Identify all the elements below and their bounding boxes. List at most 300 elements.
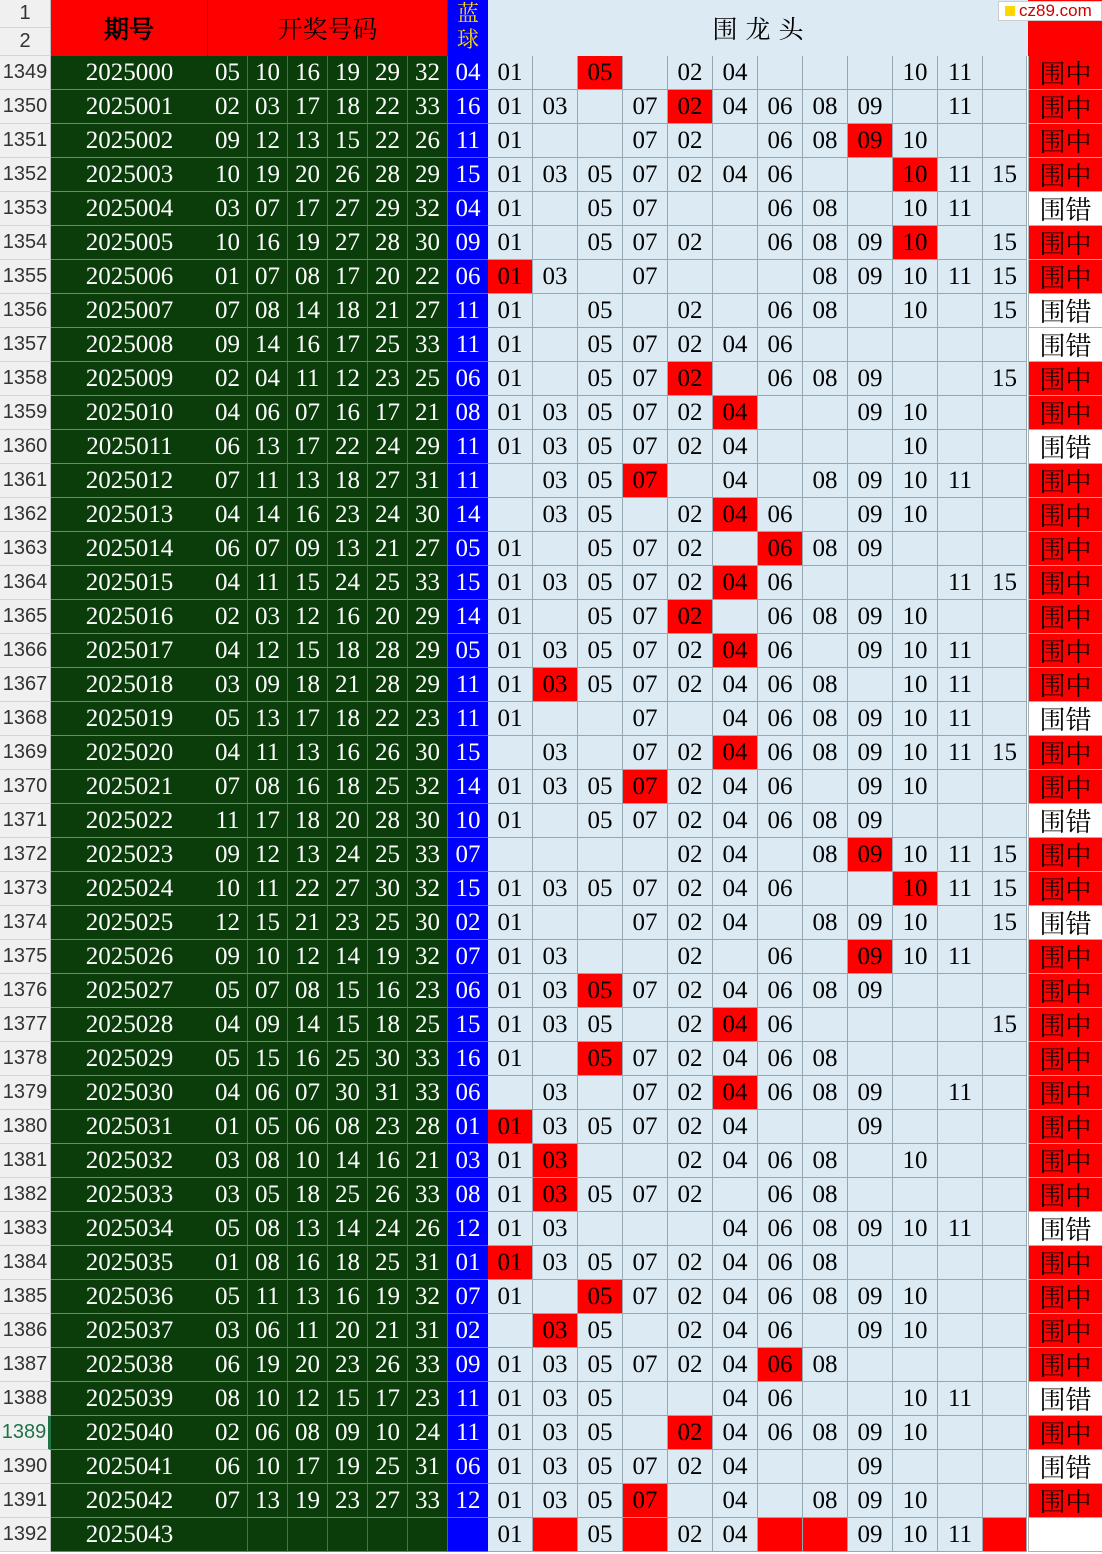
group-number-cell[interactable]: 04: [713, 328, 758, 362]
group-number-cell[interactable]: [983, 1416, 1027, 1450]
group-number-cell[interactable]: [893, 1348, 938, 1382]
period-cell[interactable]: 2025005: [51, 226, 208, 260]
red-ball-cell[interactable]: 10: [248, 1450, 288, 1484]
group-number-cell[interactable]: 10: [893, 1212, 938, 1246]
group-number-cell[interactable]: [983, 702, 1027, 736]
red-ball-cell[interactable]: 26: [408, 124, 448, 158]
group-number-cell[interactable]: 05: [578, 1314, 623, 1348]
red-ball-cell[interactable]: 24: [368, 498, 408, 532]
group-number-cell[interactable]: 07: [623, 804, 668, 838]
group-number-cell[interactable]: 09: [848, 600, 893, 634]
result-cell[interactable]: 围错: [1028, 328, 1102, 362]
red-ball-cell[interactable]: 12: [288, 1382, 328, 1416]
group-number-cell[interactable]: 05: [578, 1246, 623, 1280]
period-cell[interactable]: 2025041: [51, 1450, 208, 1484]
group-number-cell[interactable]: 01: [488, 1416, 533, 1450]
group-number-cell[interactable]: [848, 1042, 893, 1076]
red-ball-cell[interactable]: 30: [328, 1076, 368, 1110]
red-ball-cell[interactable]: 23: [328, 498, 368, 532]
group-number-cell[interactable]: 05: [578, 974, 623, 1008]
group-number-cell[interactable]: 02: [668, 532, 713, 566]
group-number-cell[interactable]: [983, 1178, 1027, 1212]
group-number-cell[interactable]: 07: [623, 328, 668, 362]
red-ball-cell[interactable]: 07: [208, 464, 248, 498]
red-ball-cell[interactable]: 33: [408, 328, 448, 362]
result-cell[interactable]: 围中: [1028, 158, 1102, 192]
red-ball-cell[interactable]: 05: [208, 1280, 248, 1314]
group-number-cell[interactable]: 10: [893, 668, 938, 702]
group-number-cell[interactable]: [533, 702, 578, 736]
group-number-cell[interactable]: 06: [758, 1178, 803, 1212]
group-number-cell[interactable]: [668, 464, 713, 498]
group-number-cell[interactable]: [983, 464, 1027, 498]
group-number-cell[interactable]: 10: [893, 260, 938, 294]
red-ball-cell[interactable]: 13: [248, 1484, 288, 1518]
group-number-cell[interactable]: 01: [488, 294, 533, 328]
group-number-cell[interactable]: [533, 1042, 578, 1076]
row-number[interactable]: 1359: [0, 396, 51, 430]
red-ball-cell[interactable]: 06: [208, 1348, 248, 1382]
red-ball-cell[interactable]: 06: [208, 1450, 248, 1484]
red-ball-cell[interactable]: 10: [208, 226, 248, 260]
red-ball-cell[interactable]: 19: [288, 226, 328, 260]
red-ball-cell[interactable]: 10: [368, 1416, 408, 1450]
group-number-cell[interactable]: 10: [893, 124, 938, 158]
group-number-cell[interactable]: 07: [623, 226, 668, 260]
red-ball-cell[interactable]: 28: [368, 158, 408, 192]
group-number-cell[interactable]: 05: [578, 294, 623, 328]
group-number-cell[interactable]: 03: [533, 1382, 578, 1416]
group-number-cell[interactable]: [983, 1518, 1027, 1552]
red-ball-cell[interactable]: 14: [248, 498, 288, 532]
result-cell[interactable]: 围错: [1028, 906, 1102, 940]
red-ball-cell[interactable]: 06: [248, 396, 288, 430]
period-cell[interactable]: 2025024: [51, 872, 208, 906]
group-number-cell[interactable]: 08: [803, 1246, 848, 1280]
red-ball-cell[interactable]: 06: [208, 532, 248, 566]
group-number-cell[interactable]: [623, 56, 668, 90]
period-cell[interactable]: 2025043: [51, 1518, 208, 1552]
blue-ball-cell[interactable]: 07: [448, 1280, 488, 1314]
group-number-cell[interactable]: 01: [488, 600, 533, 634]
group-number-cell[interactable]: [623, 1314, 668, 1348]
group-number-cell[interactable]: 06: [758, 532, 803, 566]
group-number-cell[interactable]: 04: [713, 736, 758, 770]
red-ball-cell[interactable]: 29: [368, 192, 408, 226]
group-number-cell[interactable]: [938, 770, 983, 804]
group-number-cell[interactable]: 02: [668, 1008, 713, 1042]
group-number-cell[interactable]: 03: [533, 1008, 578, 1042]
group-number-cell[interactable]: [893, 90, 938, 124]
group-number-cell[interactable]: 09: [848, 940, 893, 974]
row-number[interactable]: 1365: [0, 600, 51, 634]
red-ball-cell[interactable]: 11: [288, 1314, 328, 1348]
red-ball-cell[interactable]: 12: [248, 634, 288, 668]
row-number[interactable]: 1366: [0, 634, 51, 668]
group-number-cell[interactable]: 07: [623, 702, 668, 736]
group-number-cell[interactable]: 03: [533, 974, 578, 1008]
group-number-cell[interactable]: [983, 1246, 1027, 1280]
row-number[interactable]: 1374: [0, 906, 51, 940]
group-number-cell[interactable]: 15: [983, 226, 1027, 260]
row-number[interactable]: 1382: [0, 1178, 51, 1212]
group-number-cell[interactable]: 09: [848, 90, 893, 124]
group-number-cell[interactable]: [533, 906, 578, 940]
red-ball-cell[interactable]: 12: [288, 940, 328, 974]
group-number-cell[interactable]: [893, 362, 938, 396]
group-number-cell[interactable]: [533, 226, 578, 260]
red-ball-cell[interactable]: 23: [408, 974, 448, 1008]
red-ball-cell[interactable]: 27: [368, 464, 408, 498]
result-cell[interactable]: 围中: [1028, 1484, 1102, 1518]
group-number-cell[interactable]: 01: [488, 430, 533, 464]
row-number[interactable]: 1391: [0, 1484, 51, 1518]
red-ball-cell[interactable]: 09: [328, 1416, 368, 1450]
red-ball-cell[interactable]: 11: [248, 566, 288, 600]
result-cell[interactable]: 围中: [1028, 1008, 1102, 1042]
red-ball-cell[interactable]: 28: [408, 1110, 448, 1144]
row-number[interactable]: 1386: [0, 1314, 51, 1348]
period-cell[interactable]: 2025036: [51, 1280, 208, 1314]
red-ball-cell[interactable]: 27: [368, 1484, 408, 1518]
group-number-cell[interactable]: 09: [848, 1484, 893, 1518]
group-number-cell[interactable]: 10: [893, 1416, 938, 1450]
row-number[interactable]: 1371: [0, 804, 51, 838]
red-ball-cell[interactable]: 20: [328, 804, 368, 838]
group-number-cell[interactable]: 06: [758, 1144, 803, 1178]
group-number-cell[interactable]: 07: [623, 1076, 668, 1110]
red-ball-cell[interactable]: 23: [408, 702, 448, 736]
period-cell[interactable]: 2025028: [51, 1008, 208, 1042]
group-number-cell[interactable]: [938, 600, 983, 634]
result-cell[interactable]: 围中: [1028, 1144, 1102, 1178]
group-number-cell[interactable]: [533, 600, 578, 634]
red-ball-cell[interactable]: 08: [288, 1416, 328, 1450]
group-number-cell[interactable]: 03: [533, 1450, 578, 1484]
group-number-cell[interactable]: [983, 430, 1027, 464]
group-number-cell[interactable]: 07: [623, 192, 668, 226]
group-number-cell[interactable]: 10: [893, 1144, 938, 1178]
result-cell[interactable]: 围错: [1028, 294, 1102, 328]
group-number-cell[interactable]: 06: [758, 226, 803, 260]
group-number-cell[interactable]: [803, 498, 848, 532]
group-number-cell[interactable]: [848, 158, 893, 192]
red-ball-cell[interactable]: 22: [368, 90, 408, 124]
row-number[interactable]: 1361: [0, 464, 51, 498]
group-number-cell[interactable]: 03: [533, 1178, 578, 1212]
blue-ball-cell[interactable]: 08: [448, 396, 488, 430]
red-ball-cell[interactable]: 09: [208, 328, 248, 362]
group-number-cell[interactable]: 02: [668, 1076, 713, 1110]
period-cell[interactable]: 2025038: [51, 1348, 208, 1382]
group-number-cell[interactable]: 02: [668, 1348, 713, 1382]
group-number-cell[interactable]: [623, 1518, 668, 1552]
red-ball-cell[interactable]: 20: [288, 158, 328, 192]
red-ball-cell[interactable]: 33: [408, 566, 448, 600]
red-ball-cell[interactable]: 31: [408, 1246, 448, 1280]
group-number-cell[interactable]: [893, 1246, 938, 1280]
group-number-cell[interactable]: 10: [893, 1280, 938, 1314]
group-number-cell[interactable]: [758, 1110, 803, 1144]
group-number-cell[interactable]: 08: [803, 736, 848, 770]
group-number-cell[interactable]: 01: [488, 532, 533, 566]
result-cell[interactable]: 围中: [1028, 1314, 1102, 1348]
group-number-cell[interactable]: 05: [578, 192, 623, 226]
red-ball-cell[interactable]: 09: [208, 838, 248, 872]
group-number-cell[interactable]: [893, 1178, 938, 1212]
group-number-cell[interactable]: [938, 498, 983, 532]
group-number-cell[interactable]: 07: [623, 532, 668, 566]
group-number-cell[interactable]: 02: [668, 872, 713, 906]
group-number-cell[interactable]: 08: [803, 974, 848, 1008]
group-number-cell[interactable]: 06: [758, 328, 803, 362]
result-cell[interactable]: 围中: [1028, 974, 1102, 1008]
red-ball-cell[interactable]: 21: [408, 1144, 448, 1178]
red-ball-cell[interactable]: 13: [248, 430, 288, 464]
red-ball-cell[interactable]: 19: [248, 1348, 288, 1382]
group-number-cell[interactable]: 04: [713, 1348, 758, 1382]
red-ball-cell[interactable]: 08: [288, 974, 328, 1008]
group-number-cell[interactable]: 07: [623, 1246, 668, 1280]
row-number[interactable]: 1351: [0, 124, 51, 158]
period-cell[interactable]: 2025009: [51, 362, 208, 396]
group-number-cell[interactable]: 09: [848, 226, 893, 260]
red-ball-cell[interactable]: 19: [248, 158, 288, 192]
group-number-cell[interactable]: [983, 90, 1027, 124]
group-number-cell[interactable]: [803, 634, 848, 668]
row-number[interactable]: 1389: [0, 1416, 51, 1450]
group-number-cell[interactable]: 05: [578, 158, 623, 192]
red-ball-cell[interactable]: 25: [368, 906, 408, 940]
group-number-cell[interactable]: 02: [668, 1110, 713, 1144]
group-number-cell[interactable]: 01: [488, 226, 533, 260]
group-number-cell[interactable]: 11: [938, 940, 983, 974]
red-ball-cell[interactable]: 15: [248, 1042, 288, 1076]
blue-ball-cell[interactable]: 01: [448, 1246, 488, 1280]
red-ball-cell[interactable]: 12: [248, 838, 288, 872]
red-ball-cell[interactable]: 16: [328, 396, 368, 430]
group-number-cell[interactable]: 06: [758, 1042, 803, 1076]
group-number-cell[interactable]: 06: [758, 770, 803, 804]
group-number-cell[interactable]: 04: [713, 1076, 758, 1110]
group-number-cell[interactable]: 09: [848, 1280, 893, 1314]
group-number-cell[interactable]: 03: [533, 770, 578, 804]
red-ball-cell[interactable]: 01: [208, 260, 248, 294]
group-number-cell[interactable]: 04: [713, 90, 758, 124]
group-number-cell[interactable]: 05: [578, 804, 623, 838]
group-number-cell[interactable]: 09: [848, 124, 893, 158]
period-cell[interactable]: 2025014: [51, 532, 208, 566]
red-ball-cell[interactable]: 27: [328, 192, 368, 226]
group-number-cell[interactable]: 11: [938, 1382, 983, 1416]
group-number-cell[interactable]: 15: [983, 872, 1027, 906]
group-number-cell[interactable]: [488, 736, 533, 770]
group-number-cell[interactable]: 07: [623, 1042, 668, 1076]
group-number-cell[interactable]: [623, 1382, 668, 1416]
group-number-cell[interactable]: [803, 56, 848, 90]
group-number-cell[interactable]: [983, 396, 1027, 430]
group-number-cell[interactable]: [938, 1110, 983, 1144]
blue-ball-cell[interactable]: 05: [448, 532, 488, 566]
group-number-cell[interactable]: 01: [488, 1280, 533, 1314]
group-number-cell[interactable]: 09: [848, 1076, 893, 1110]
group-number-cell[interactable]: 08: [803, 532, 848, 566]
group-number-cell[interactable]: 10: [893, 498, 938, 532]
group-number-cell[interactable]: [488, 838, 533, 872]
red-ball-cell[interactable]: 22: [408, 260, 448, 294]
row-number[interactable]: 1350: [0, 90, 51, 124]
group-number-cell[interactable]: 01: [488, 1348, 533, 1382]
row-number[interactable]: 1358: [0, 362, 51, 396]
group-number-cell[interactable]: [533, 192, 578, 226]
group-number-cell[interactable]: [623, 1212, 668, 1246]
red-ball-cell[interactable]: 15: [328, 1382, 368, 1416]
group-number-cell[interactable]: [938, 1246, 983, 1280]
red-ball-cell[interactable]: 10: [208, 872, 248, 906]
red-ball-cell[interactable]: 13: [288, 736, 328, 770]
period-cell[interactable]: 2025030: [51, 1076, 208, 1110]
group-number-cell[interactable]: 01: [488, 1382, 533, 1416]
group-number-cell[interactable]: 10: [893, 1382, 938, 1416]
red-ball-cell[interactable]: 22: [288, 872, 328, 906]
group-number-cell[interactable]: 04: [713, 1484, 758, 1518]
group-number-cell[interactable]: [893, 532, 938, 566]
red-ball-cell[interactable]: 08: [248, 1144, 288, 1178]
row-number[interactable]: 1385: [0, 1280, 51, 1314]
group-number-cell[interactable]: [713, 1178, 758, 1212]
group-number-cell[interactable]: [983, 600, 1027, 634]
red-ball-cell[interactable]: 27: [408, 532, 448, 566]
red-ball-cell[interactable]: 08: [328, 1110, 368, 1144]
group-number-cell[interactable]: 05: [578, 1416, 623, 1450]
blue-ball-cell[interactable]: 15: [448, 872, 488, 906]
group-number-cell[interactable]: 05: [578, 1348, 623, 1382]
period-cell[interactable]: 2025021: [51, 770, 208, 804]
group-number-cell[interactable]: [938, 294, 983, 328]
group-number-cell[interactable]: 02: [668, 600, 713, 634]
group-number-cell[interactable]: [758, 260, 803, 294]
group-number-cell[interactable]: [668, 260, 713, 294]
group-number-cell[interactable]: 09: [848, 974, 893, 1008]
red-ball-cell[interactable]: 08: [208, 1382, 248, 1416]
period-cell[interactable]: 2025026: [51, 940, 208, 974]
red-ball-cell[interactable]: 21: [368, 532, 408, 566]
group-number-cell[interactable]: 10: [893, 1484, 938, 1518]
group-number-cell[interactable]: 04: [713, 1416, 758, 1450]
red-ball-cell[interactable]: 33: [408, 838, 448, 872]
group-number-cell[interactable]: [713, 226, 758, 260]
group-number-cell[interactable]: [668, 1212, 713, 1246]
red-ball-cell[interactable]: 33: [408, 1178, 448, 1212]
red-ball-cell[interactable]: 11: [248, 872, 288, 906]
group-number-cell[interactable]: [803, 328, 848, 362]
group-number-cell[interactable]: [803, 872, 848, 906]
period-cell[interactable]: 2025020: [51, 736, 208, 770]
group-number-cell[interactable]: [893, 566, 938, 600]
period-cell[interactable]: 2025022: [51, 804, 208, 838]
group-number-cell[interactable]: [938, 532, 983, 566]
red-ball-cell[interactable]: 17: [288, 192, 328, 226]
result-cell[interactable]: 围中: [1028, 124, 1102, 158]
group-number-cell[interactable]: 04: [713, 430, 758, 464]
group-number-cell[interactable]: [848, 1382, 893, 1416]
red-ball-cell[interactable]: 22: [368, 124, 408, 158]
red-ball-cell[interactable]: 24: [328, 566, 368, 600]
group-number-cell[interactable]: [488, 1314, 533, 1348]
group-number-cell[interactable]: [758, 906, 803, 940]
group-number-cell[interactable]: [893, 974, 938, 1008]
group-number-cell[interactable]: 09: [848, 532, 893, 566]
group-number-cell[interactable]: 04: [713, 498, 758, 532]
group-number-cell[interactable]: [983, 1382, 1027, 1416]
group-number-cell[interactable]: 02: [668, 226, 713, 260]
group-number-cell[interactable]: [893, 1008, 938, 1042]
red-ball-cell[interactable]: 29: [408, 430, 448, 464]
group-number-cell[interactable]: [848, 192, 893, 226]
group-number-cell[interactable]: [938, 396, 983, 430]
group-number-cell[interactable]: 01: [488, 566, 533, 600]
red-ball-cell[interactable]: 21: [368, 1314, 408, 1348]
group-number-cell[interactable]: 01: [488, 906, 533, 940]
red-ball-cell[interactable]: 25: [368, 838, 408, 872]
group-number-cell[interactable]: [983, 804, 1027, 838]
group-number-cell[interactable]: 07: [623, 668, 668, 702]
red-ball-cell[interactable]: 05: [248, 1110, 288, 1144]
group-number-cell[interactable]: 02: [668, 396, 713, 430]
group-number-cell[interactable]: 05: [578, 1178, 623, 1212]
group-number-cell[interactable]: 10: [893, 838, 938, 872]
red-ball-cell[interactable]: 26: [368, 1178, 408, 1212]
red-ball-cell[interactable]: 30: [368, 1042, 408, 1076]
blue-ball-cell[interactable]: 01: [448, 1110, 488, 1144]
row-header-2[interactable]: 2: [0, 28, 51, 56]
group-number-cell[interactable]: 05: [578, 668, 623, 702]
group-number-cell[interactable]: 10: [893, 1518, 938, 1552]
red-ball-cell[interactable]: 14: [328, 940, 368, 974]
group-number-cell[interactable]: 04: [713, 1450, 758, 1484]
row-number[interactable]: 1383: [0, 1212, 51, 1246]
result-cell[interactable]: 围中: [1028, 668, 1102, 702]
row-number[interactable]: 1363: [0, 532, 51, 566]
red-ball-cell[interactable]: 23: [328, 906, 368, 940]
group-number-cell[interactable]: [848, 1008, 893, 1042]
result-cell[interactable]: 围错: [1028, 192, 1102, 226]
group-number-cell[interactable]: 06: [758, 634, 803, 668]
group-number-cell[interactable]: 02: [668, 736, 713, 770]
period-cell[interactable]: 2025034: [51, 1212, 208, 1246]
red-ball-cell[interactable]: 24: [408, 1416, 448, 1450]
red-ball-cell[interactable]: 11: [288, 362, 328, 396]
group-number-cell[interactable]: [713, 124, 758, 158]
group-number-cell[interactable]: 02: [668, 1416, 713, 1450]
group-number-cell[interactable]: [758, 464, 803, 498]
red-ball-cell[interactable]: 09: [208, 124, 248, 158]
group-number-cell[interactable]: 02: [668, 804, 713, 838]
group-number-cell[interactable]: [983, 634, 1027, 668]
red-ball-cell[interactable]: 13: [288, 838, 328, 872]
group-number-cell[interactable]: 06: [758, 1314, 803, 1348]
group-number-cell[interactable]: 03: [533, 668, 578, 702]
blue-ball-cell[interactable]: 11: [448, 430, 488, 464]
period-cell[interactable]: 2025013: [51, 498, 208, 532]
group-number-cell[interactable]: 03: [533, 464, 578, 498]
group-number-cell[interactable]: 08: [803, 1212, 848, 1246]
red-ball-cell[interactable]: 23: [368, 1110, 408, 1144]
red-ball-cell[interactable]: 09: [248, 1008, 288, 1042]
group-number-cell[interactable]: 02: [668, 1042, 713, 1076]
red-ball-cell[interactable]: 06: [248, 1314, 288, 1348]
row-number[interactable]: 1357: [0, 328, 51, 362]
